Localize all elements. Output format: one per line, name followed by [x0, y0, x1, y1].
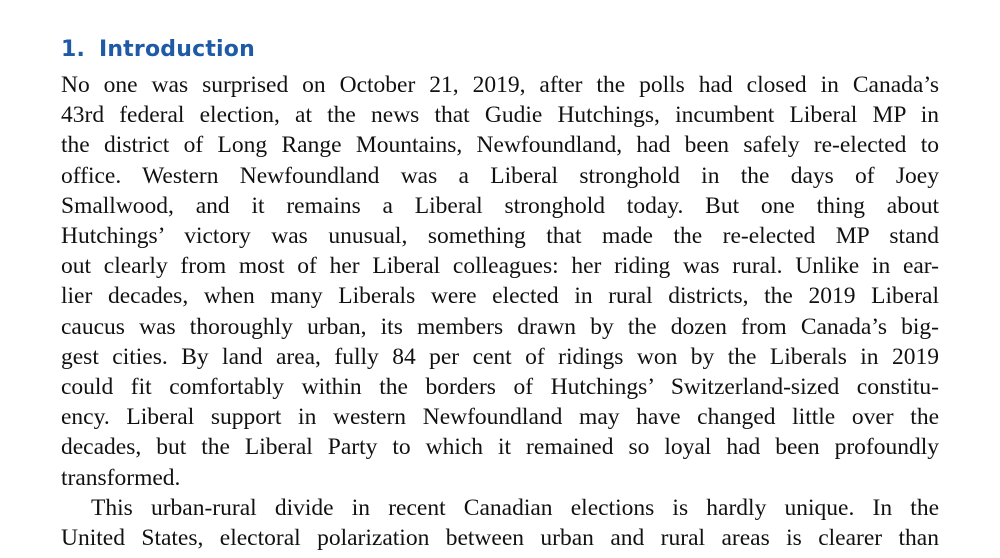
text-line: Hutchings’ victory was unusual, something that made the re-elected MP stand: [61, 223, 939, 250]
text-line: decades, but the Liberal Party to which it remained so loyal had been profoundly: [61, 434, 939, 461]
text-line: gest cities. By land area, fully 84 per cent of ridings won by the Liberals in 2019: [61, 343, 939, 370]
text-line: caucus was thoroughly urban, its members drawn by the dozen from Canada’s big-: [61, 313, 939, 340]
text-line: out clearly from most of her Liberal colleagues: her riding was rural. Unlike in ear-: [61, 253, 939, 280]
section-title: Introduction: [98, 37, 255, 62]
body-text: [61, 70, 939, 553]
text-line: the district of Long Range Mountains, Newfoundland, had been safely re-elected to: [61, 132, 939, 159]
section-heading: [61, 34, 939, 66]
text-line: transformed.: [61, 464, 181, 491]
text-line: This urban-rural divide in recent Canadian elections is hardly unique. In the: [91, 494, 939, 521]
text-line: lier decades, when many Liberals were elected in rural districts, the 2019 Liberal: [61, 283, 939, 310]
text-line: office. Western Newfoundland was a Liberal stronghold in the days of Joey: [61, 162, 939, 189]
text-line: 43rd federal election, at the news that Gudie Hutchings, incumbent Liberal MP in: [61, 102, 939, 129]
text-line: could fit comfortably within the borders of Hutchings’ Switzerland-sized constitu-: [61, 374, 939, 401]
section-number: 1.: [61, 37, 86, 62]
text-line: ency. Liberal support in western Newfoundland may have changed little over the: [61, 404, 939, 431]
text-line: Smallwood, and it remains a Liberal stronghold today. But one thing about: [61, 192, 939, 219]
paragraph-2: [61, 493, 939, 553]
text-line: United States, electoral polarization between urban and rural areas is clearer than: [61, 525, 939, 552]
paper-page: [61, 34, 939, 553]
text-line: No one was surprised on October 21, 2019, after the polls had closed in Canada’s: [61, 72, 939, 98]
paragraph-1: [61, 70, 939, 493]
